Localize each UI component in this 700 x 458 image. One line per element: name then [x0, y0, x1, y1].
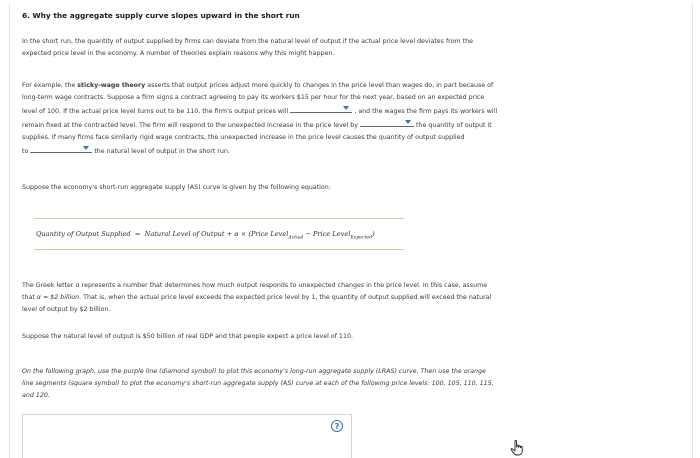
equation-intro: Suppose the economy's short-run aggregate supply (AS) curve is given by the following equation: — [22, 184, 331, 191]
text-span: that — [22, 294, 37, 301]
intro-paragraph — [22, 36, 582, 60]
text-span: remain fixed at the contracted level. The firm will respond to the unexpected increase in the price level by — [22, 122, 359, 129]
text-span: , and the wages the firm pays its workers will — [354, 108, 498, 115]
formula-equals: = — [134, 230, 141, 238]
sticky-line — [22, 144, 582, 158]
alpha-line: The Greek letter α represents a number that determines how much output responds to unexpected changes in the price level. In this case, assume — [22, 282, 488, 289]
text-span: the quantity of output it — [416, 122, 492, 129]
alpha-line: level of output by $2 billion. — [22, 306, 111, 313]
sticky-wage-paragraph — [22, 80, 582, 158]
help-icon[interactable]: ? — [331, 420, 343, 432]
graph-area[interactable] — [22, 414, 352, 458]
output-vs-natural-dropdown[interactable] — [30, 144, 92, 153]
bold-term: sticky-wage theory — [77, 82, 146, 89]
formula-top-rule — [34, 218, 404, 219]
formula-lhs: Quantity of Output Supplied — [36, 230, 131, 238]
intro-line: In the short run, the quantity of output supplied by firms can deviate from the natural level of output if the actual price level deviates from the — [22, 38, 473, 45]
hand-pointer-icon — [510, 440, 524, 456]
formula-sub-expected: Expected — [350, 235, 373, 241]
alpha-line — [22, 292, 582, 304]
sticky-line: long-term wage contracts. Suppose a firm signs a contract agreeing to pay its workers $15 per hour for the next year, based on an expected price — [22, 94, 485, 101]
sticky-line — [22, 104, 582, 118]
formula-close: ) — [372, 230, 375, 238]
alpha-value: α = $2 billion — [36, 294, 80, 301]
formula-bottom-rule — [34, 249, 404, 250]
formula-minus: − Price Level — [303, 230, 351, 238]
text-span: . That is, when the actual price level exceeds the expected price level by 1, the quantity of output supplied will exceed the natural — [79, 294, 492, 301]
sticky-line — [22, 80, 582, 92]
graph-instructions — [22, 366, 582, 402]
instruction-line: On the following graph, use the purple line (diamond symbol) to plot this economy's long-run aggregate supply (LRAS) curve. Then use the orange — [22, 368, 486, 375]
formula-sub-actual: Actual — [288, 235, 304, 241]
text-span: the natural level of output in the short run. — [94, 148, 230, 155]
chevron-down-icon — [83, 146, 89, 150]
text-span: asserts that output prices adjust more quickly to changes in the price level than wages do, in part because of — [145, 82, 494, 89]
chevron-down-icon — [343, 106, 349, 110]
output-response-dropdown[interactable] — [360, 118, 414, 127]
intro-line: expected price level in the economy. A number of theories explain reasons why this might happen. — [22, 50, 335, 57]
natural-output-paragraph: Suppose the natural level of output is $50 billion of real GDP and that people expect a price level of 110. — [22, 333, 353, 340]
chevron-down-icon — [405, 120, 411, 124]
sras-formula — [36, 230, 375, 240]
instruction-line: line segments (square symbol) to plot the economy's short-run aggregate supply (AS) curve at each of the following price levels: 100, 105, 110, 115, — [22, 380, 494, 387]
sticky-line — [22, 118, 582, 132]
formula-box — [34, 218, 404, 252]
text-span: level of 100. If the actual price level turns out to be 110, the firm's output prices will — [22, 108, 289, 115]
sticky-line: supplies. If many firms face similarly rigid wage contracts, the unexpected increase in the price level causes the quantity of output supplied — [22, 134, 465, 141]
instruction-line: and 120. — [22, 392, 50, 399]
output-price-dropdown[interactable] — [290, 104, 352, 113]
question-heading: 6. Why the aggregate supply curve slopes upward in the short run — [22, 11, 300, 20]
alpha-paragraph — [22, 280, 582, 316]
text-span: For example, the — [22, 82, 78, 89]
text-span: to — [22, 148, 29, 155]
formula-rhs: Natural Level of Output + α × (Price Level — [144, 230, 289, 238]
